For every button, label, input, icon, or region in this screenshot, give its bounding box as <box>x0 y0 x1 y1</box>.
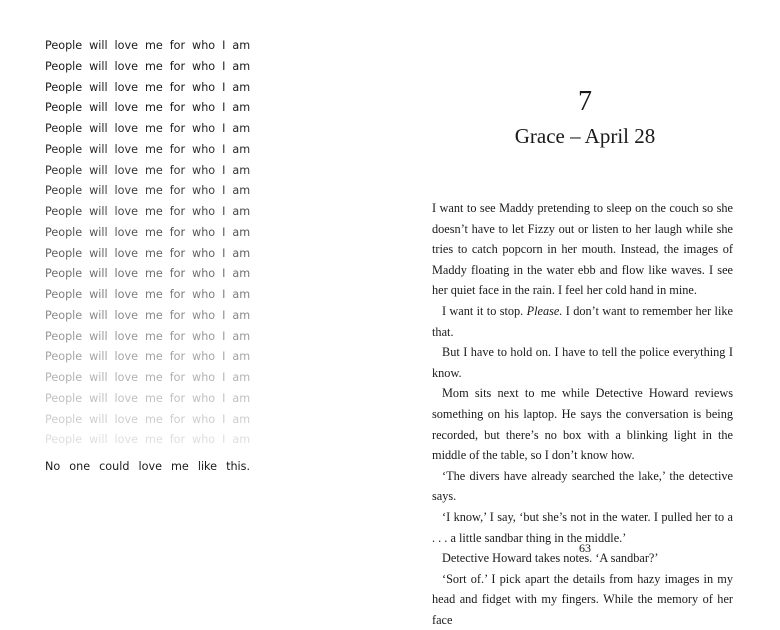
repeated-lines-list <box>45 36 250 451</box>
body-paragraph <box>432 301 733 342</box>
chapter-body-text <box>432 198 733 630</box>
body-paragraph <box>432 198 733 301</box>
final-line: No one could love me like this. <box>45 460 251 473</box>
body-paragraph <box>432 383 733 465</box>
chapter-title: Grace – April 28 <box>514 124 656 148</box>
paragraph-text: Detective Howard takes notes. ‘A sandbar?’ <box>442 551 659 566</box>
repeated-line: People will love me for who I am <box>45 412 251 426</box>
repeated-line: People will love me for who I am <box>45 288 251 301</box>
repeated-line: People will love me for who I am <box>45 80 251 94</box>
paragraph-text: But I have to hold on. I have to tell the police everything I know. <box>432 345 733 380</box>
body-paragraph <box>432 342 733 383</box>
left-page <box>0 0 390 600</box>
repeated-line: People will love me for who I am <box>45 184 251 198</box>
repeated-line: People will love me for who I am <box>45 433 251 447</box>
paragraph-text: I don’t want to remember her like that. <box>432 303 733 339</box>
page-number: 63 <box>579 541 591 555</box>
body-paragraph <box>432 569 733 630</box>
paragraph-text: Mom sits next to me while Detective Howard reviews something on his laptop. He says the conversation is being recorded, but there’s no box with a blinking light in the middle of the table, so I don’t know how. <box>432 386 733 463</box>
repeated-line: People will love me for who I am <box>45 205 251 218</box>
repeated-line: People will love me for who I am <box>45 39 251 52</box>
repeated-line: People will love me for who I am <box>45 101 251 115</box>
repeated-line: People will love me for who I am <box>45 391 251 405</box>
chapter-number: 7 <box>578 86 592 117</box>
repeated-line: People will love me for who I am <box>45 122 251 135</box>
body-paragraph <box>432 466 733 507</box>
repeated-line: People will love me for who I am <box>45 350 251 364</box>
paragraph-text: I want it to stop. <box>442 303 527 318</box>
repeated-line: People will love me for who I am <box>45 163 251 177</box>
paragraph-text: ‘Sort of.’ I pick apart the details from hazy images in my head and fidget with my fingers. While the memory of her face <box>432 571 733 627</box>
repeated-line: People will love me for who I am <box>45 142 251 156</box>
paragraph-text: ‘I know,’ I say, ‘but she’s not in the water. I pulled her to a . . . a little sandbar thing in the middle.’ <box>432 509 733 545</box>
paragraph-text: I want to see Maddy pretending to sleep on the couch so she doesn’t have to let Fizzy out or listen to her laugh while she tries to catch popcorn in her mouth. Instead, the images of Maddy floating in the water ebb and flow like waves. I see her quiet face in the rain. I feel her cold hand in mine. <box>432 201 733 298</box>
repeated-line: People will love me for who I am <box>45 246 251 260</box>
right-page <box>390 0 780 627</box>
repeated-line: People will love me for who I am <box>45 371 251 384</box>
repeated-line: People will love me for who I am <box>45 329 251 343</box>
repeated-line: People will love me for who I am <box>45 225 251 239</box>
repeated-line: People will love me for who I am <box>45 308 251 322</box>
emphasis-text: Please. <box>526 303 563 318</box>
repeated-line: People will love me for who I am <box>45 59 251 73</box>
repeated-line: People will love me for who I am <box>45 267 251 281</box>
paragraph-text: ‘The divers have already searched the lake,’ the detective says. <box>432 468 733 504</box>
